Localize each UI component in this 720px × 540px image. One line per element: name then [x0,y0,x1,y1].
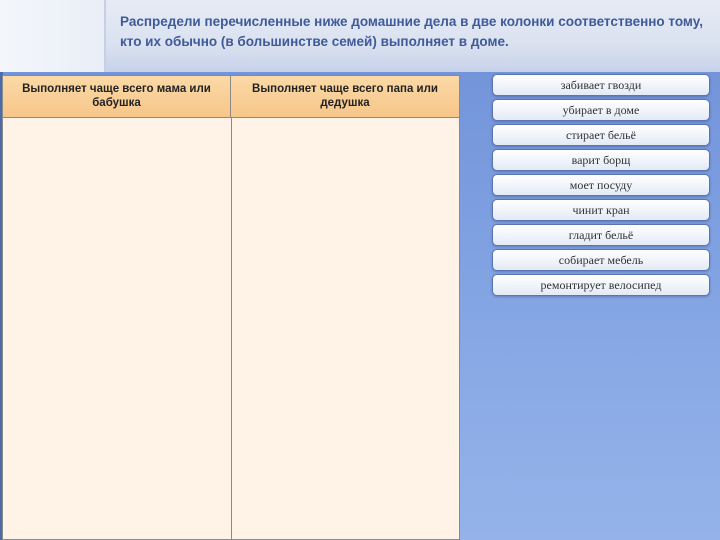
chore-card-hammer-nails[interactable]: забивает гвозди [492,74,710,96]
drop-zone-mother[interactable] [3,118,232,539]
header-band [0,0,720,72]
chore-card-clean-house[interactable]: убирает в доме [492,99,710,121]
sorting-table [2,75,460,540]
chore-card-iron-laundry[interactable]: гладит бельё [492,224,710,246]
header-left-stripe [0,0,106,72]
chore-card-wash-dishes[interactable]: моет посуду [492,174,710,196]
chore-card-cook-borscht[interactable]: варит борщ [492,149,710,171]
drop-zone-father[interactable] [231,118,459,539]
chore-card-fix-tap[interactable]: чинит кран [492,199,710,221]
chore-card-repair-bicycle[interactable]: ремонтирует велосипед [492,274,710,296]
task-title: Распредели перечисленные ниже домашние дела в две колонки соответственно тому, кто их обычно (в большинстве семей) выполняет в доме. [120,14,703,49]
column-header-father: Выполняет чаще всего папа или дедушка [231,76,459,118]
chore-list [492,74,710,299]
chore-card-wash-laundry[interactable]: стирает бельё [492,124,710,146]
column-header-mother: Выполняет чаще всего мама или бабушка [3,76,231,118]
chore-card-assemble-furniture[interactable]: собирает мебель [492,249,710,271]
